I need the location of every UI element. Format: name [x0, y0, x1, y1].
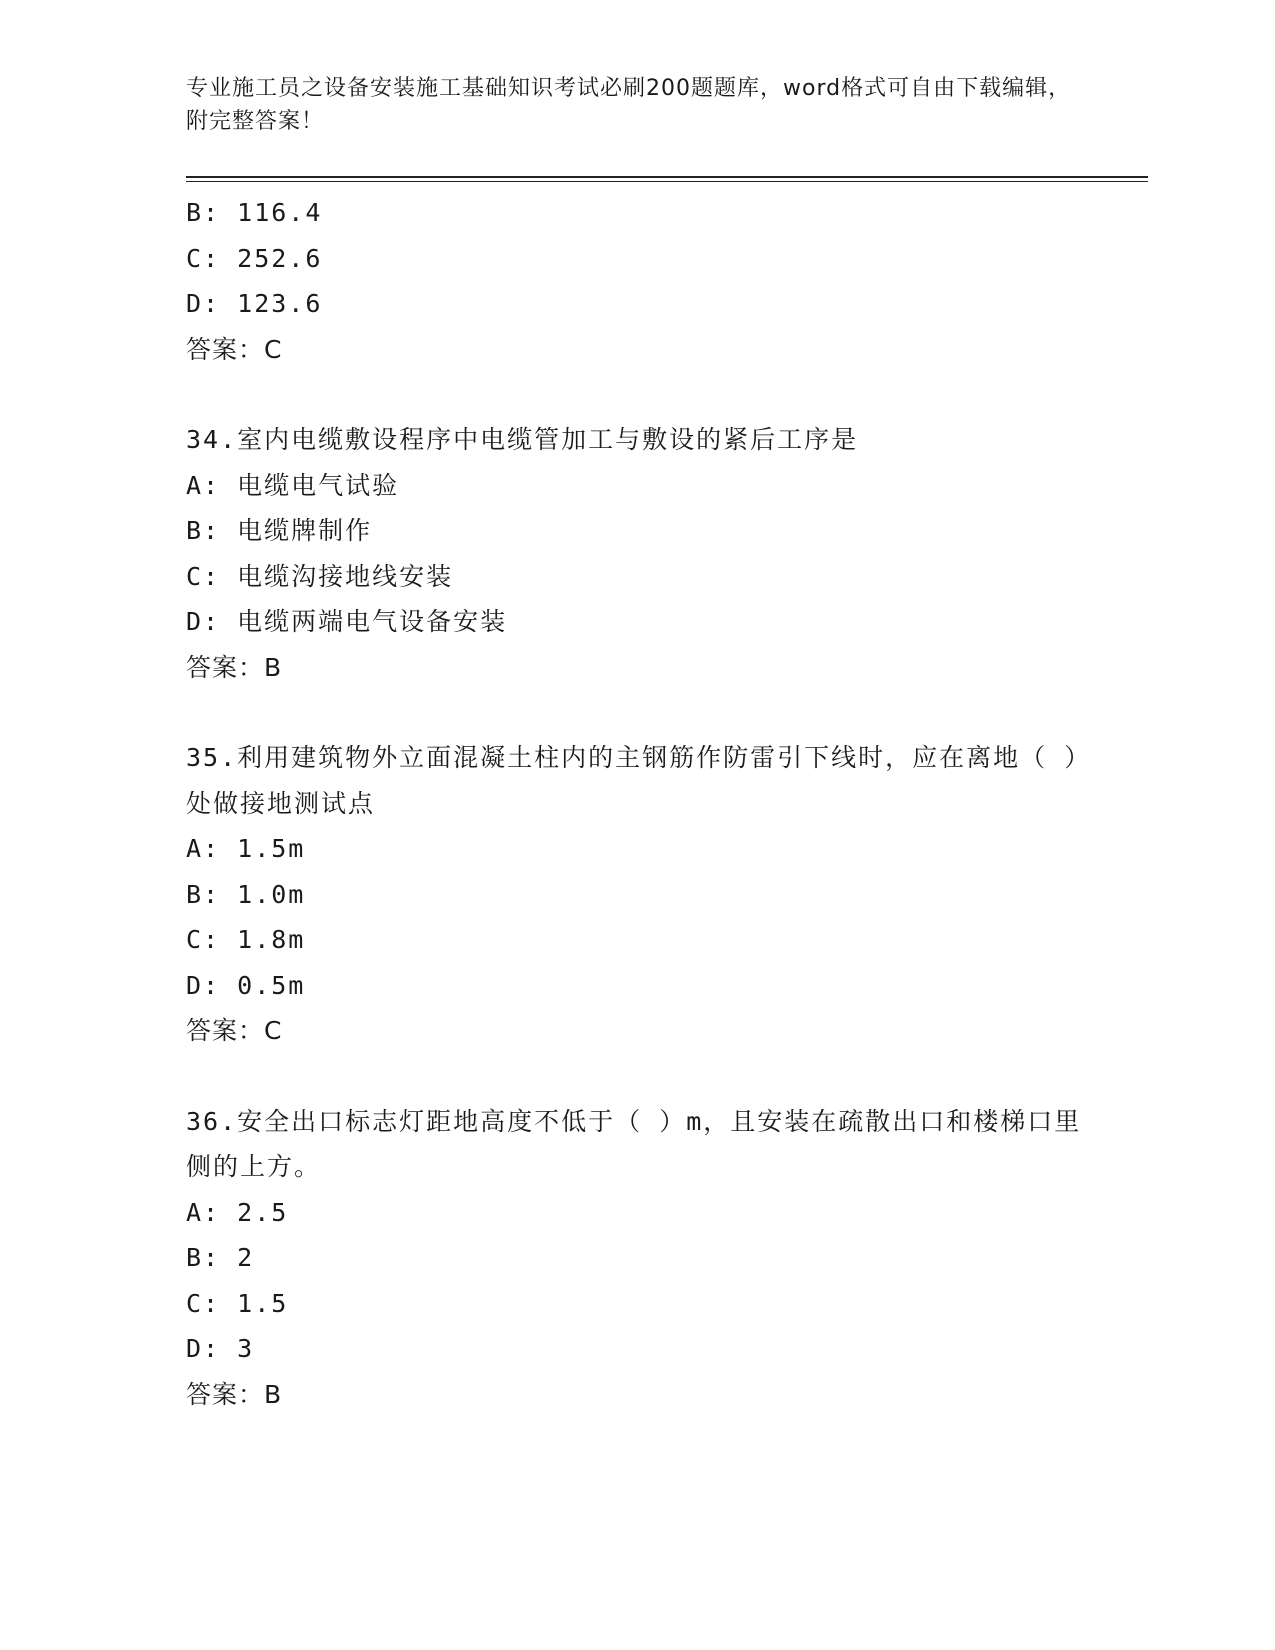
option-b: B: 1.0m [186, 879, 306, 909]
option-c: C: 252.6 [186, 243, 323, 273]
option-d: D: 3 [186, 1334, 255, 1363]
question-34 [186, 417, 1086, 690]
continued-question [186, 190, 1086, 372]
document-body [186, 190, 1086, 1417]
question-stem: 36.安全出口标志灯距地高度不低于（ ）m，且安装在疏散出口和楼梯口里侧的上方。 [186, 1106, 1082, 1181]
option-d: D: 123.6 [186, 289, 323, 318]
option-c: C: 1.8m [186, 925, 306, 954]
option-b: B: 电缆牌制作 [186, 516, 373, 545]
question-35 [186, 735, 1086, 1054]
option-b: B: 2 [186, 1243, 255, 1272]
answer-line: 答案：B [186, 652, 283, 682]
question-stem: 34.室内电缆敷设程序中电缆管加工与敷设的紧后工序是 [186, 425, 859, 454]
answer-line: 答案：C [186, 334, 283, 364]
option-a: A: 电缆电气试验 [186, 470, 400, 500]
option-d: D: 0.5m [186, 970, 306, 1000]
question-36 [186, 1099, 1086, 1418]
option-c: C: 电缆沟接地线安装 [186, 561, 454, 591]
page-header: 专业施工员之设备安装施工基础知识考试必刷200题题库，word格式可自由下载编辑，附完整答案！ [186, 76, 1072, 134]
option-a: A: 2.5 [186, 1197, 289, 1227]
option-c: C: 1.5 [186, 1288, 289, 1318]
option-b: B: 116.4 [186, 198, 323, 227]
header-divider [186, 176, 1148, 178]
question-stem: 35.利用建筑物外立面混凝土柱内的主钢筋作防雷引下线时，应在离地（ ）处做接地测试点 [186, 743, 1079, 818]
answer-line: 答案：B [186, 1379, 283, 1409]
option-a: A: 1.5m [186, 834, 306, 863]
option-d: D: 电缆两端电气设备安装 [186, 607, 508, 636]
answer-line: 答案：C [186, 1016, 283, 1045]
header-divider-thin [186, 181, 1148, 182]
